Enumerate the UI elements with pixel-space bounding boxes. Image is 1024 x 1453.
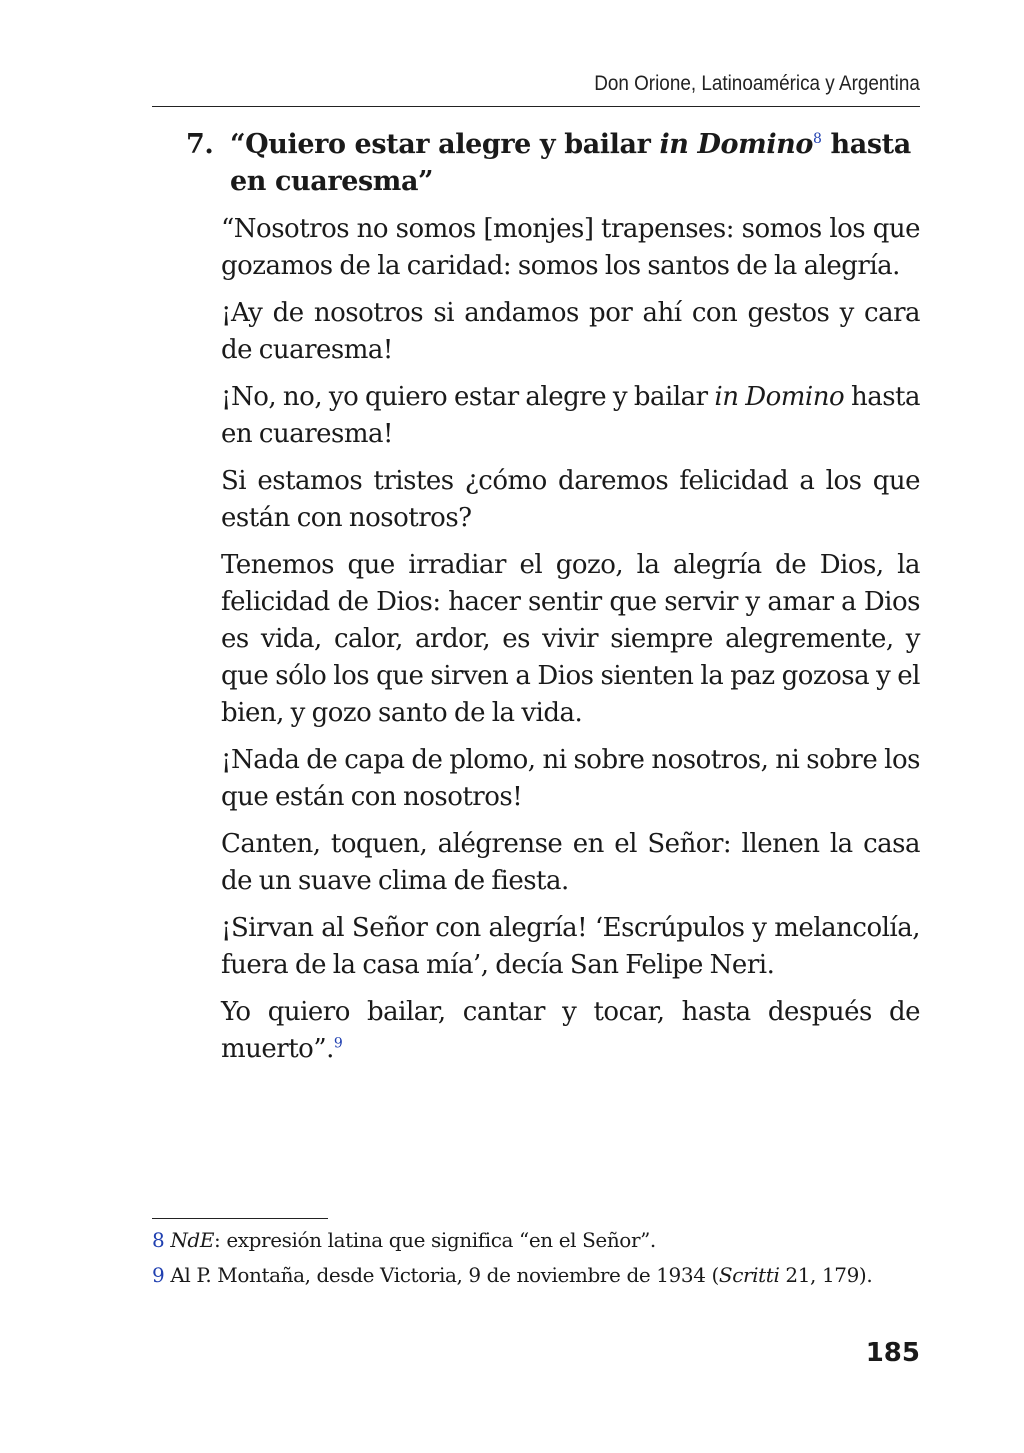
footnotes <box>152 1226 920 1296</box>
paragraph-5: Tenemos que irradiar el gozo, la alegría de Dios, la felicidad de Dios: hacer sentir que servir y amar a Dios es vida, calor, ardor, es vivir siempre alegremente, y que sólo los que sirven a Dios sienten la paz gozosa y el bien, y gozo santo de la vida. <box>221 550 920 728</box>
paragraph-3-after: hasta en cuaresma! <box>221 382 920 449</box>
footnote-8-text: : expresión latina que significa “en el Señor”. <box>214 1228 656 1252</box>
section-heading <box>186 126 920 200</box>
paragraph-1: “Nosotros no somos [monjes] trapenses: somos los que gozamos de la caridad: somos los santos de la alegría. <box>221 214 920 281</box>
paragraph-8: ¡Sirvan al Señor con alegría! ‘Escrúpulos y melancolía, fuera de la casa mía’, decía San Felipe Neri. <box>221 913 920 980</box>
footnote-ref-8[interactable]: 8 <box>813 131 822 147</box>
body-text <box>221 211 920 1078</box>
paragraph-3 <box>221 379 920 453</box>
section-title-part1: “Quiero estar alegre y bailar <box>230 129 660 160</box>
paragraph-3-italic: in Domino <box>714 382 845 412</box>
footnote-8-number[interactable]: 8 <box>152 1228 165 1252</box>
page-number: 185 <box>865 1338 920 1368</box>
section-number: 7. <box>186 129 214 160</box>
footnote-8 <box>152 1226 920 1255</box>
footnote-9-italic: Scritti <box>718 1263 780 1287</box>
paragraph-2: ¡Ay de nosotros si andamos por ahí con gestos y cara de cuaresma! <box>221 298 920 365</box>
footnote-8-italic: NdE <box>170 1228 215 1252</box>
paragraph-7: Canten, toquen, alégrense en el Señor: llenen la casa de un suave clima de fiesta. <box>221 829 920 896</box>
footnote-rule <box>152 1218 328 1219</box>
paragraph-3-before: ¡No, no, yo quiero estar alegre y bailar <box>221 382 715 412</box>
header-rule <box>152 106 920 107</box>
paragraph-6: ¡Nada de capa de plomo, ni sobre nosotros, ni sobre los que están con nosotros! <box>221 745 920 812</box>
footnote-9-after: 21, 179). <box>779 1263 873 1287</box>
paragraph-9 <box>221 994 920 1068</box>
footnote-9-before: Al P. Montaña, desde Victoria, 9 de noviembre de 1934 ( <box>170 1263 719 1287</box>
running-header: Don Orione, Latinoamérica y Argentina <box>594 72 920 95</box>
footnote-9-number[interactable]: 9 <box>152 1263 165 1287</box>
section-title-part2: hasta en cuaresma” <box>230 129 911 197</box>
section-title-italic: in Domino <box>659 129 814 160</box>
footnote-ref-9[interactable]: 9 <box>333 1035 343 1052</box>
paragraph-4: Si estamos tristes ¿cómo daremos felicidad a los que están con nosotros? <box>221 466 920 533</box>
paragraph-9-text: Yo quiero bailar, cantar y tocar, hasta después de muerto”. <box>221 997 920 1064</box>
book-page <box>152 0 920 1453</box>
section-title <box>230 126 920 200</box>
footnote-9 <box>152 1261 920 1290</box>
